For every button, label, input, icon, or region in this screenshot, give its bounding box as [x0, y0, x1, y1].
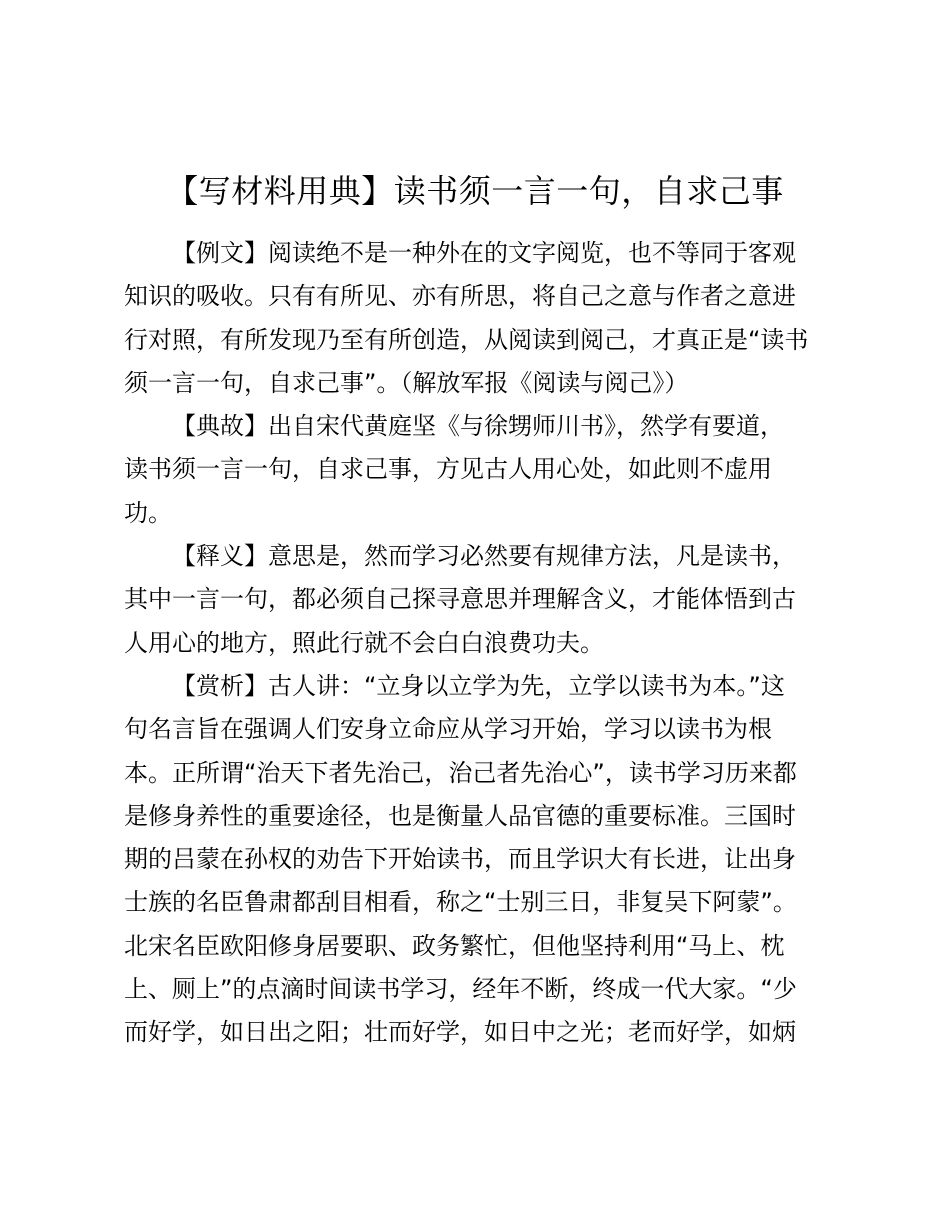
example-paragraph-line: 行对照，有所发现乃至有所创造，从阅读到阅己，才真正是“读书 — [124, 325, 809, 354]
example-paragraph-line: 【例文】阅读绝不是一种外在的文字阅览，也不等同于客观 — [172, 239, 796, 267]
example-paragraph-line: 须一言一句，自求己事”。（解放军报《阅读与阅己》） — [124, 368, 689, 397]
analysis-paragraph-line: 士族的名臣鲁肃都刮目相看，称之“士别三日，非复吴下阿蒙”。 — [124, 888, 797, 917]
allusion-paragraph-line: 功。 — [124, 498, 172, 527]
document-title: 【写材料用典】读书须一言一句，自求己事 — [166, 172, 784, 210]
explanation-paragraph-line: 【释义】意思是，然而学习必然要有规律方法，凡是读书， — [172, 542, 796, 571]
analysis-paragraph-line: 是修身养性的重要途径，也是衡量人品官德的重要标准。三国时 — [124, 801, 796, 830]
example-paragraph-line: 知识的吸收。只有有所见、亦有所思，将自己之意与作者之意进 — [124, 282, 796, 311]
analysis-paragraph-line: 句名言旨在强调人们安身立命应从学习开始，学习以读书为根 — [124, 715, 772, 744]
analysis-paragraph-line: 上、厕上”的点滴时间读书学习，经年不断，终成一代大家。“少 — [124, 975, 797, 1004]
analysis-paragraph-line: 期的吕蒙在孙权的劝告下开始读书，而且学识大有长进，让出身 — [124, 845, 796, 874]
explanation-paragraph-line: 人用心的地方，照此行就不会白白浪费功夫。 — [124, 628, 604, 657]
document-body — [124, 232, 836, 1055]
analysis-paragraph-line: 本。正所谓“治天下者先治己，治己者先治心”，读书学习历来都 — [124, 758, 797, 787]
analysis-paragraph-line: 而好学，如日出之阳；壮而好学，如日中之光；老而好学，如炳 — [124, 1018, 796, 1047]
analysis-paragraph-line: 【赏析】古人讲：“立身以立学为先，立学以读书为本。”这 — [172, 671, 785, 700]
allusion-paragraph-line: 读书须一言一句，自求己事，方见古人用心处，如此则不虚用 — [124, 455, 772, 484]
allusion-paragraph-line: 【典故】出自宋代黄庭坚《与徐甥师川书》，然学有要道， — [172, 412, 784, 441]
explanation-paragraph-line: 其中一言一句，都必须自己探寻意思并理解含义，才能体悟到古 — [124, 585, 796, 614]
analysis-paragraph-line: 北宋名臣欧阳修身居要职、政务繁忙，但他坚持利用“马上、枕 — [124, 931, 785, 960]
